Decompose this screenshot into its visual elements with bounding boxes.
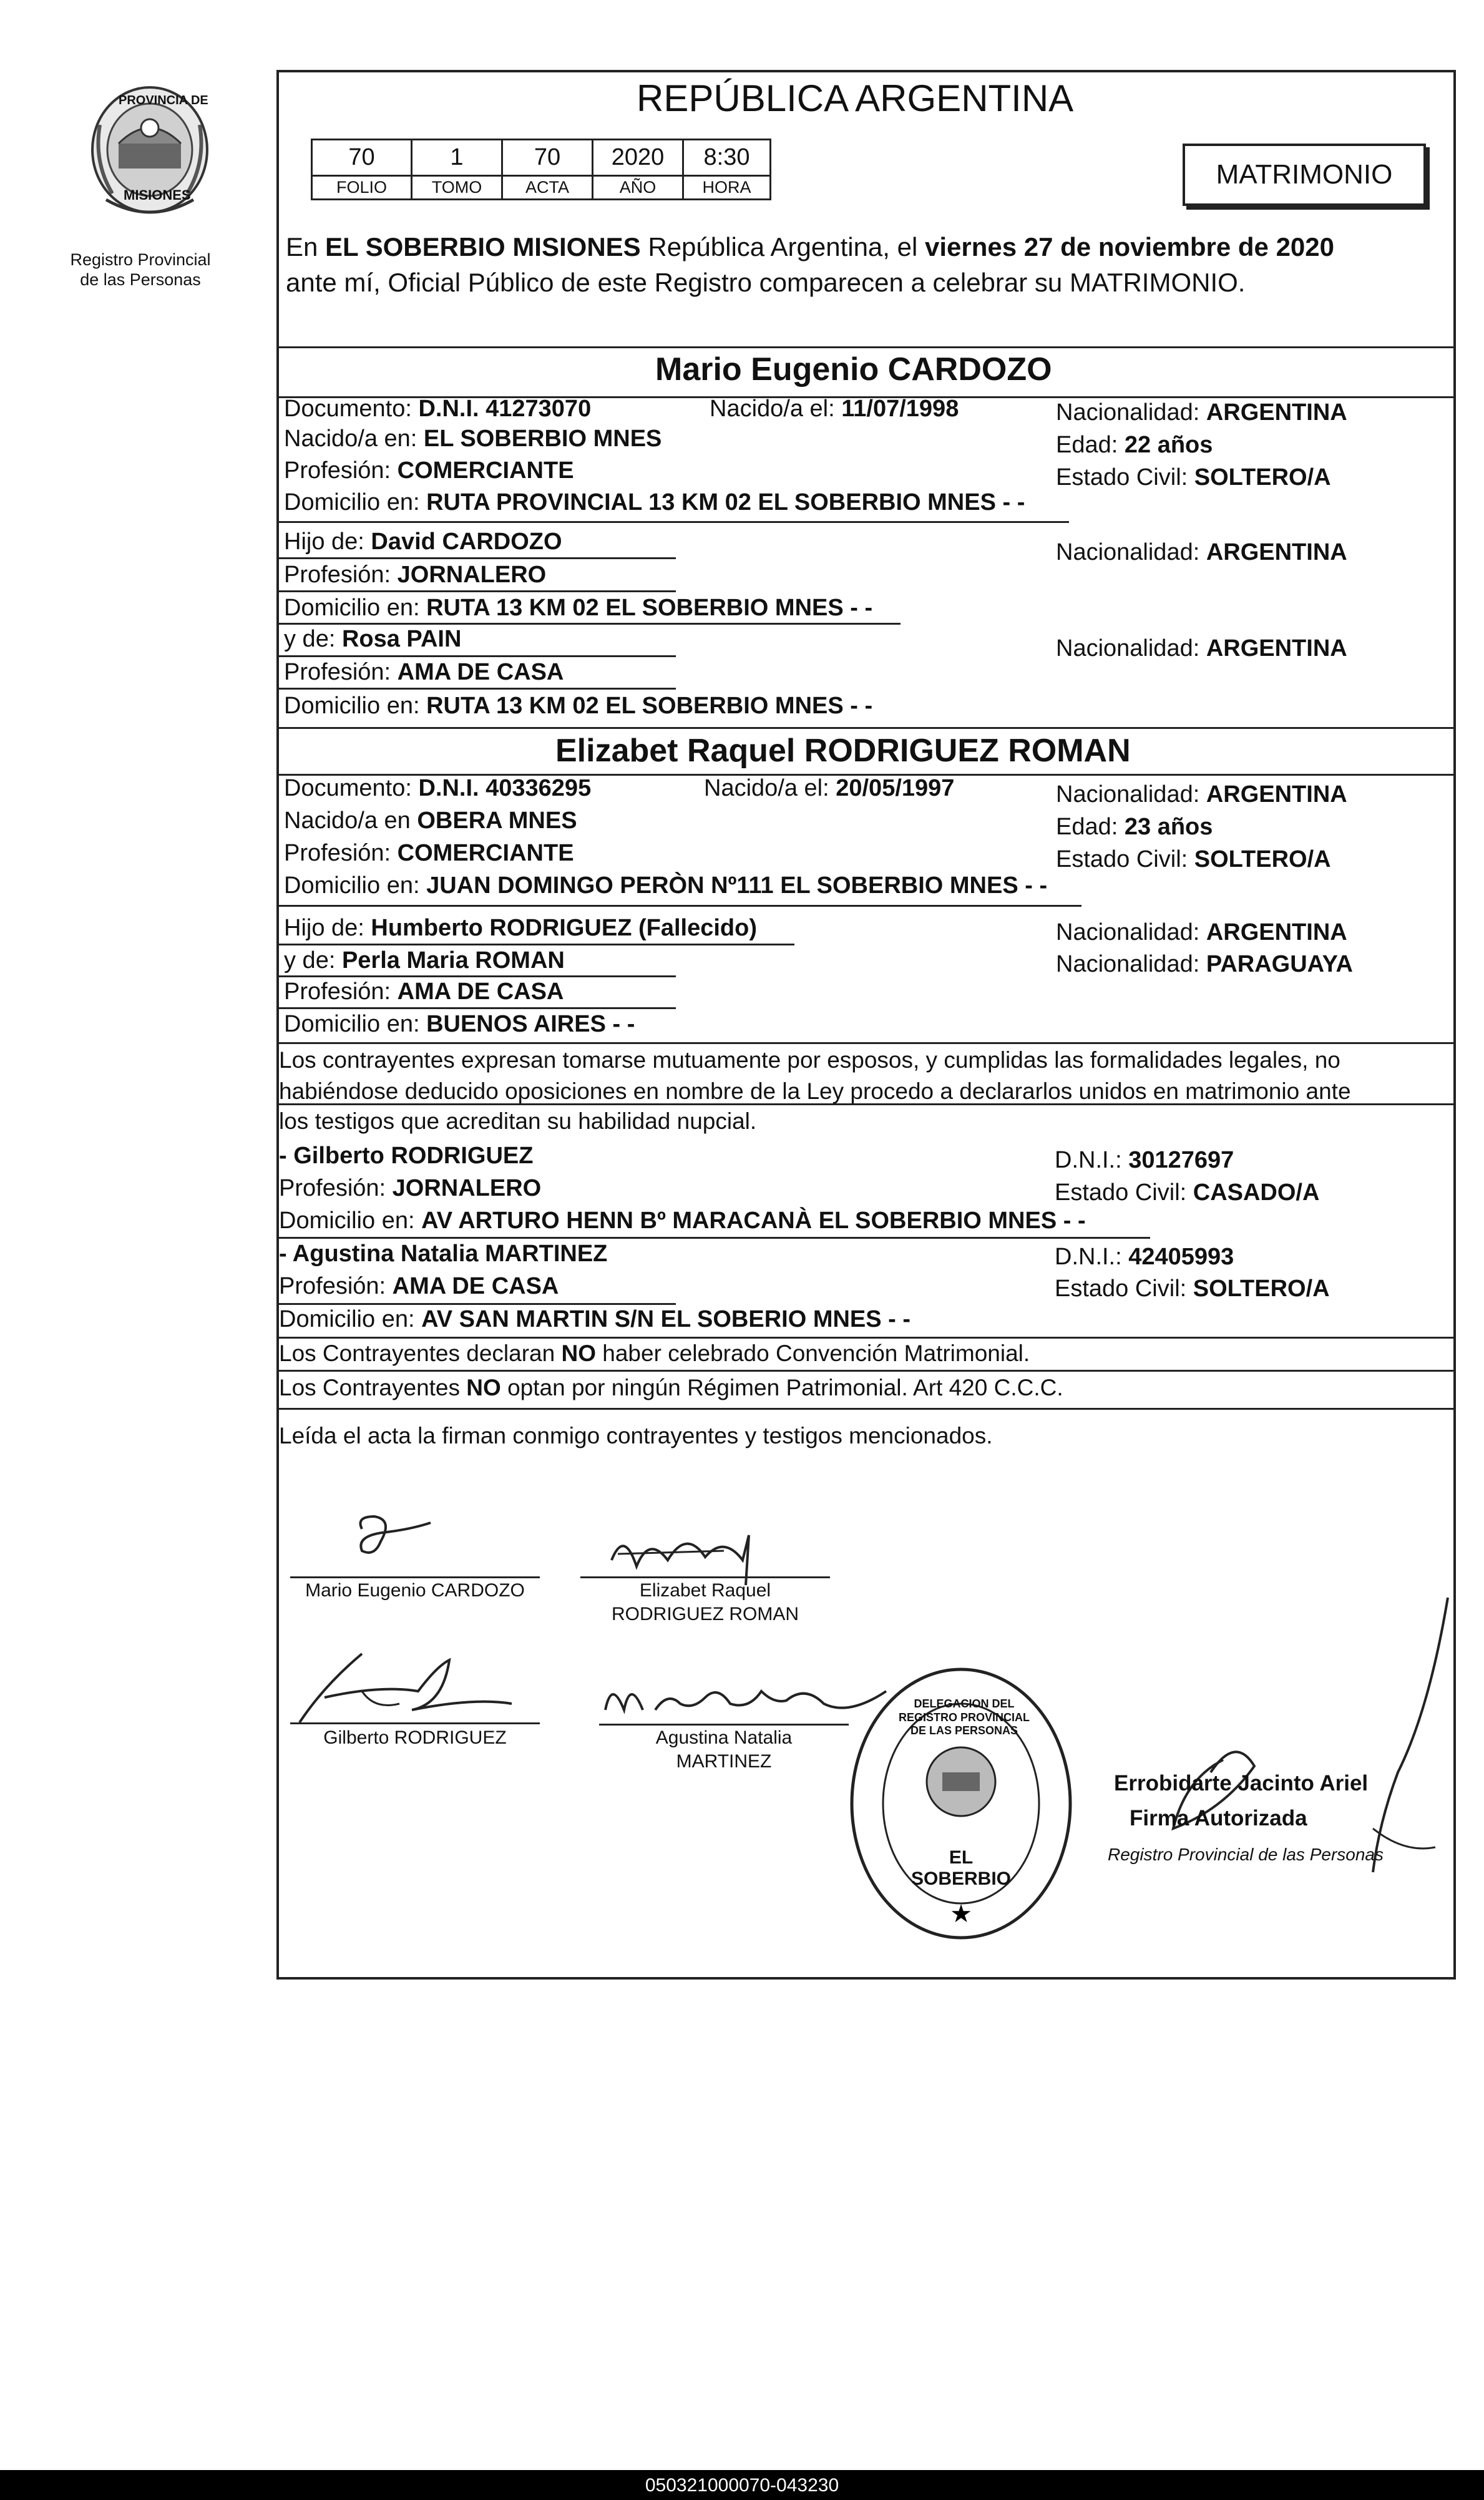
caption-sig4: Agustina Natalia MARTINEZ [655, 1727, 793, 1772]
spouse1-prof: Profesión: COMERCIANTE [284, 457, 574, 484]
anio-value: 2020 [593, 140, 683, 176]
spouse2-name: Elizabet Raquel RODRIGUEZ ROMAN [555, 733, 1131, 769]
seal-top-text: PROVINCIA DE [119, 94, 208, 107]
intro-line-2: ante mí, Oficial Público de este Registro comparecen a celebrar su MATRIMONIO. [286, 268, 1246, 297]
regime-line-1: Los Contrayentes declaran NO haber celebrado Convención Matrimonial. [279, 1340, 1030, 1366]
spouse2-mother-prof: Profesión: AMA DE CASA [284, 979, 564, 1005]
caption-sig1: Mario Eugenio CARDOZO [305, 1580, 525, 1601]
spouse2-father-nat: Nacionalidad: ARGENTINA [1056, 919, 1347, 945]
tomo-value: 1 [412, 140, 502, 176]
spouse1-age: Edad: 22 años [1056, 432, 1213, 458]
act-type-box [1183, 144, 1426, 206]
spouse1-father-nat: Nacionalidad: ARGENTINA [1056, 539, 1347, 565]
act-type: MATRIMONIO [1216, 159, 1393, 190]
spouse2-born-in: Nacido/a en OBERA MNES [284, 808, 577, 834]
footer-bar [0, 2470, 1484, 2500]
provincial-seal [81, 75, 218, 231]
seal-bottom-text: MISIONES [124, 187, 191, 203]
spouse1-civil: Estado Civil: SOLTERO/A [1056, 464, 1331, 491]
spouse2-doc: Documento: D.N.I. 40336295 [284, 775, 592, 801]
spouse2-mother-addr: Domicilio en: BUENOS AIRES - - [284, 1011, 635, 1037]
spouse1-doc: Documento: D.N.I. 41273070 [284, 396, 592, 422]
closing-text: Leída el acta la firman conmigo contrayentes y testigos mencionados. [279, 1423, 993, 1448]
anio-label: AÑO [593, 176, 683, 200]
witness1-prof: Profesión: JORNALERO [279, 1175, 542, 1201]
spouse1-name: Mario Eugenio CARDOZO [655, 351, 1052, 388]
spouse2-addr: Domicilio en: JUAN DOMINGO PERÒN Nº111 EL SOBERBIO MNES - - [284, 872, 1048, 899]
witness2-civil: Estado Civil: SOLTERO/A [1055, 1276, 1330, 1302]
spouse1-mother: y de: Rosa PAIN [284, 626, 462, 652]
acta-value: 70 [502, 140, 593, 176]
witness1-addr: Domicilio en: AV ARTURO HENN Bº MARACANÀ EL SOBERBIO MNES - - [279, 1208, 1086, 1234]
spouse1-mother-addr: Domicilio en: RUTA 13 KM 02 EL SOBERBIO MNES - - [284, 693, 873, 719]
spouse2-birth: Nacido/a el: 20/05/1997 [704, 775, 955, 801]
hora-label: HORA [683, 176, 771, 200]
witness2-name: - Agustina Natalia MARTINEZ [279, 1241, 608, 1267]
spouse2-age: Edad: 23 años [1056, 814, 1213, 840]
spouse1-addr: Domicilio en: RUTA PROVINCIAL 13 KM 02 EL SOBERBIO MNES - - [284, 489, 1025, 515]
witness2-prof: Profesión: AMA DE CASA [279, 1273, 559, 1299]
declaration-line-1: Los contrayentes expresan tomarse mutuamente por esposos, y cumplidas las formalidades legales, no [279, 1047, 1340, 1073]
spouse1-born-in: Nacido/a en: EL SOBERBIO MNES [284, 426, 662, 452]
witness1-name: - Gilberto RODRIGUEZ [279, 1143, 534, 1169]
folio-label: FOLIO [312, 176, 412, 200]
stamp-bottom-text: EL SOBERBIO [910, 1847, 1012, 1889]
caption-sig3: Gilberto RODRIGUEZ [323, 1727, 507, 1748]
spouse1-mother-prof: Profesión: AMA DE CASA [284, 659, 564, 685]
caption-sig2: Elizabet Raquel RODRIGUEZ ROMAN [612, 1580, 799, 1624]
tomo-label: TOMO [412, 176, 502, 200]
hora-value: 8:30 [683, 140, 771, 176]
svg-text:★: ★ [950, 1900, 972, 1928]
spouse2-prof: Profesión: COMERCIANTE [284, 840, 574, 866]
stamp-top-text: DELEGACION DEL REGISTRO PROVINCIAL DE LAS PERSONAS [898, 1697, 1030, 1737]
spouse1-father-prof: Profesión: JORNALERO [284, 562, 547, 588]
spouse1-nat: Nacionalidad: ARGENTINA [1056, 399, 1347, 426]
regime-line-2: Los Contrayentes NO optan por ningún Régimen Patrimonial. Art 420 C.C.C. [279, 1375, 1063, 1400]
spouse2-mother: y de: Perla Maria ROMAN [284, 947, 565, 974]
registry-name: Registro Provincial de las Personas [70, 250, 211, 290]
folio-value: 70 [312, 140, 412, 176]
signature-mario [337, 1498, 449, 1566]
spouse2-mother-nat: Nacionalidad: PARAGUAYA [1056, 951, 1353, 977]
witness1-civil: Estado Civil: CASADO/A [1055, 1179, 1320, 1206]
signature-gilberto [287, 1629, 524, 1735]
intro-line-1: En EL SOBERBIO MISIONES República Argentina, el viernes 27 de noviembre de 2020 [286, 232, 1335, 261]
spouse1-father-addr: Domicilio en: RUTA 13 KM 02 EL SOBERBIO MNES - - [284, 595, 873, 621]
spouse1-father: Hijo de: David CARDOZO [284, 529, 562, 555]
declaration-line-3: los testigos que acreditan su habilidad nupcial. [279, 1108, 757, 1134]
record-table [311, 139, 771, 200]
footer-code: 050321000070-043230 [645, 2475, 839, 2496]
signature-official [1111, 1585, 1460, 1885]
official-registry: Registro Provincial de las Personas [1108, 1845, 1384, 1864]
spouse2-father: Hijo de: Humberto RODRIGUEZ (Fallecido) [284, 915, 757, 941]
official-name: Errobidarte Jacinto Ariel [1114, 1771, 1369, 1795]
spouse2-nat: Nacionalidad: ARGENTINA [1056, 781, 1347, 808]
spouse1-birth: Nacido/a el: 11/07/1998 [710, 396, 959, 422]
declaration-line-2: habiéndose deducido oposiciones en nombre de la Ley procedo a declararlos unidos en matrimonio ante [279, 1078, 1351, 1104]
official-role: Firma Autorizada [1130, 1806, 1307, 1830]
spouse1-mother-nat: Nacionalidad: ARGENTINA [1056, 635, 1347, 662]
witness2-addr: Domicilio en: AV SAN MARTIN S/N EL SOBERIO MNES - - [279, 1306, 911, 1332]
acta-label: ACTA [502, 176, 593, 200]
witness2-dni: D.N.I.: 42405993 [1055, 1244, 1234, 1270]
country-title: REPÚBLICA ARGENTINA [637, 77, 1074, 119]
witness1-dni: D.N.I.: 30127697 [1055, 1147, 1234, 1173]
spouse2-civil: Estado Civil: SOLTERO/A [1056, 846, 1331, 872]
